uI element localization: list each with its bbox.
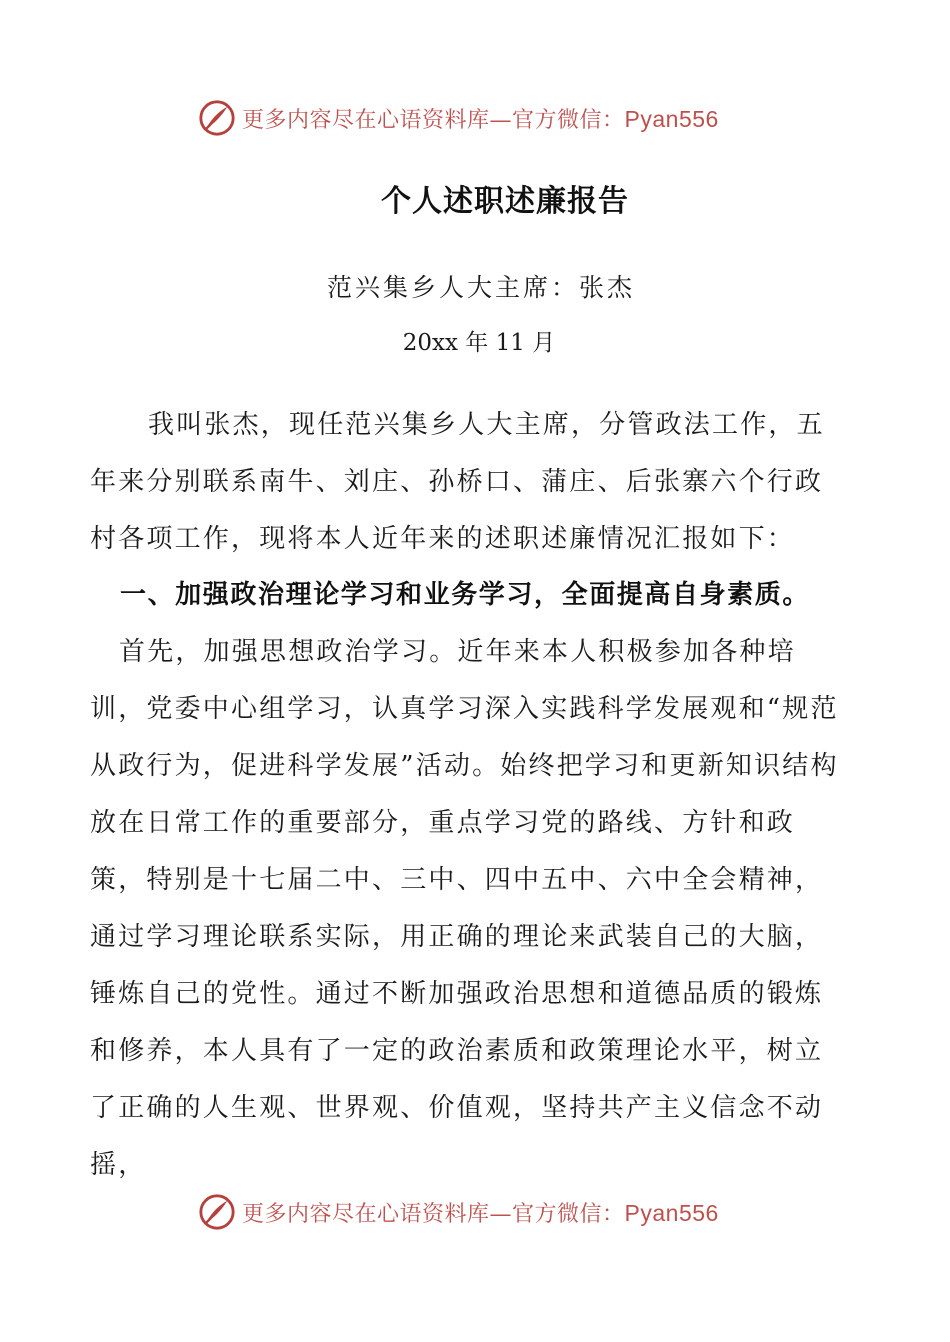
header-watermark-banner <box>198 98 758 138</box>
watermark-text <box>242 103 719 134</box>
section-heading: 一、加强政治理论学习和业务学习，全面提高自身素质。 <box>120 580 811 610</box>
watermark-label: 更多内容尽在心语资料库—官方微信： <box>242 1201 625 1227</box>
intro-paragraph: 我叫张杰，现任范兴集乡人大主席，分管政法工作，五年来分别联系南牛、刘庄、孙桥口、蒲庄、后张寨六个行政村各项工作，现将本人近年来的述职述廉情况汇报如下： <box>90 410 825 554</box>
section-paragraph: 首先，加强思想政治学习。近年来本人积极参加各种培训，党委中心组学习，认真学习深入实践科学发展观和“规范从政行为，促进科学发展”活动。始终把学习和更新知识结构放在日常工作的重要部分，重点学习党的路线、方针和政策，特别是十七届二中、三中、四中五中、六中全会精神，通过学习理论联系实际，用正确的理论来武装自己的大脑，锤炼自己的党性。通过不断加强政治思想和道德品质的锻炼和修养，本人具有了一定的政治素质和政策理论水平，树立了正确的人生观、世界观、价值观，坚持共产主义信念不动摇， <box>90 637 839 1180</box>
wechat-id: Pyan556 <box>624 1199 719 1226</box>
footer-watermark-banner <box>198 1192 758 1232</box>
watermark-label: 更多内容尽在心语资料库—官方微信： <box>242 107 625 133</box>
quill-pen-logo-icon <box>198 1193 236 1231</box>
wechat-id: Pyan556 <box>624 105 719 132</box>
document-title: 个人述职述廉报告 <box>381 184 629 219</box>
quill-pen-logo-icon <box>198 99 236 137</box>
document-author: 范兴集乡人大主席：张杰 <box>326 273 635 302</box>
document-date: 20xx 年 11 月 <box>402 330 556 356</box>
watermark-text <box>242 1197 719 1228</box>
